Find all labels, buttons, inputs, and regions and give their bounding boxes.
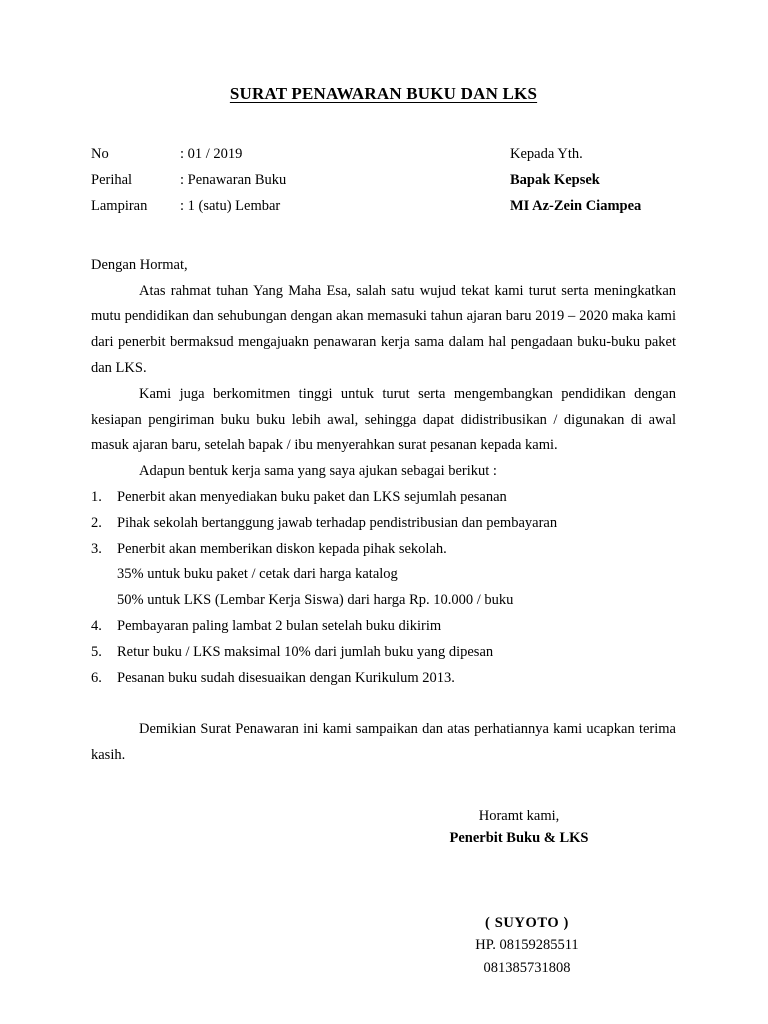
- list-item-marker: 5.: [91, 643, 102, 660]
- signature-publisher: Penerbit Buku & LKS: [449, 830, 589, 847]
- signature-phone-primary: HP. 08159285511: [475, 937, 579, 954]
- list-item: [91, 511, 676, 537]
- signature-name: ( SUYOTO ): [485, 914, 569, 931]
- list-item: [91, 537, 676, 563]
- body-salutation: Dengan Hormat,: [91, 256, 188, 273]
- list-item-marker: 4.: [91, 617, 102, 634]
- list-item-text: Penerbit akan menyediakan buku paket dan LKS sejumlah pesanan: [117, 488, 507, 505]
- signature-regards-block: [369, 805, 669, 850]
- meta-label-lampiran: Lampiran: [91, 197, 148, 214]
- list-item-text: Pembayaran paling lambat 2 bulan setelah buku dikirim: [117, 617, 442, 634]
- addressee-salutation: Kepada Yth.: [510, 146, 583, 163]
- meta-value-no: : 01 / 2019: [180, 146, 243, 163]
- addressee-recipient: Bapak Kepsek: [510, 172, 600, 189]
- list-item: [91, 640, 676, 666]
- page-title: [91, 0, 676, 104]
- body-paragraph-1: Atas rahmat tuhan Yang Maha Esa, salah satu wujud tekat kami turut serta meningkatkan mutu pendidikan dan sehubungan dengan akan memasuki tahun ajaran baru 2019 – 2020 maka kami dari penerbit bermaksud mengajuakn penawaran kerja sama dalam hal pengadaan buku-buku paket dan LKS.: [91, 282, 676, 376]
- terms-list: [91, 485, 676, 691]
- letter-content: [91, 0, 676, 979]
- meta-row-perihal: [91, 168, 510, 194]
- list-item-text: Pesanan buku sudah disesuaikan dengan Kurikulum 2013.: [117, 669, 455, 686]
- meta-label-no: No: [91, 146, 109, 163]
- meta-value-perihal: : Penawaran Buku: [180, 172, 287, 189]
- letter-meta-block: [91, 142, 510, 219]
- signature-phone-secondary: 081385731808: [483, 959, 571, 976]
- list-item: [91, 485, 676, 511]
- meta-label-perihal: Perihal: [91, 172, 133, 189]
- meta-row-no: [91, 142, 510, 168]
- list-item: [91, 614, 676, 640]
- closing-paragraph: Demikian Surat Penawaran ini kami sampaikan dan atas perhatiannya kami ucapkan terima kasih.: [91, 721, 676, 764]
- list-item-text: Pihak sekolah bertanggung jawab terhadap pendistribusian dan pembayaran: [117, 514, 558, 531]
- closing-paragraph-wrapper: [91, 717, 676, 769]
- signature-regards: Horamt kami,: [478, 807, 560, 824]
- list-item-text: Retur buku / LKS maksimal 10% dari jumlah buku yang dipesan: [117, 643, 494, 660]
- body-paragraph-3: Adapun bentuk kerja sama yang saya ajukan sebagai berikut :: [139, 463, 497, 480]
- body-paragraph-2: Kami juga berkomitmen tinggi untuk turut serta mengembangkan pendidikan dengan kesiapan pengiriman buku buku lebih awal, sehingga dapat didistribusikan / digunakan di awal masuk ajaran baru, setelah bapak / ibu menyerahkan surat pesanan kepada kami.: [91, 385, 676, 454]
- addressee-block: [510, 142, 676, 219]
- signature-name-block: [377, 912, 677, 979]
- list-item-marker: 1.: [91, 488, 102, 505]
- list-sub-item: 35% untuk buku paket / cetak dari harga katalog: [117, 566, 398, 583]
- letter-header: [91, 142, 676, 219]
- list-item: [91, 666, 676, 692]
- addressee-institution: MI Az-Zein Ciampea: [510, 197, 642, 214]
- list-item-marker: 6.: [91, 669, 102, 686]
- meta-value-lampiran: : 1 (satu) Lembar: [180, 197, 281, 214]
- letter-body: [91, 253, 676, 769]
- list-item-marker: 2.: [91, 514, 102, 531]
- list-item-marker: 3.: [91, 540, 102, 557]
- page-title-text: SURAT PENAWARAN BUKU DAN LKS: [229, 84, 538, 103]
- list-item-text: Penerbit akan memberikan diskon kepada pihak sekolah.: [117, 540, 447, 557]
- list-sub-item: 50% untuk LKS (Lembar Kerja Siswa) dari harga Rp. 10.000 / buku: [117, 592, 514, 609]
- meta-row-lampiran: [91, 194, 510, 220]
